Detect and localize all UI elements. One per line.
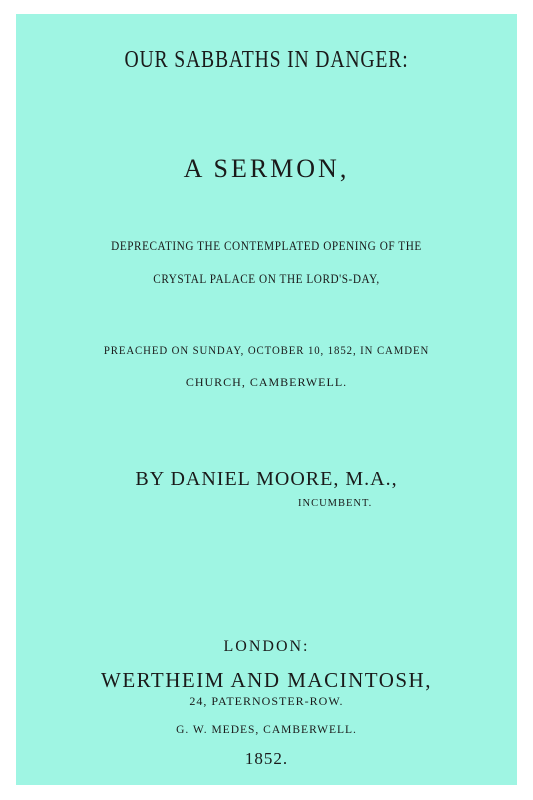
author-role: INCUMBENT.	[298, 498, 373, 509]
book-title: OUR SABBATHS IN DANGER:	[124, 47, 409, 73]
book-subtitle: A SERMON,	[183, 154, 350, 183]
imprint-city: LONDON:	[223, 638, 310, 655]
publisher-name: WERTHEIM AND MACINTOSH,	[101, 668, 432, 692]
publication-year: 1852.	[244, 749, 289, 768]
author-line: BY DANIEL MOORE, M.A.,	[135, 468, 398, 490]
preached-line-2: CHURCH, CAMBERWELL.	[185, 375, 348, 389]
title-page	[16, 14, 517, 785]
preached-line-1: PREACHED ON SUNDAY, OCTOBER 10, 1852, IN CAMDEN	[103, 343, 430, 357]
description-line-2: CRYSTAL PALACE ON THE LORD'S-DAY,	[153, 272, 380, 286]
description-line-1: DEPRECATING THE CONTEMPLATED OPENING OF THE	[111, 239, 422, 253]
second-seller: G. W. MEDES, CAMBERWELL.	[176, 724, 357, 736]
publisher-address: 24, PATERNOSTER-ROW.	[189, 694, 344, 708]
